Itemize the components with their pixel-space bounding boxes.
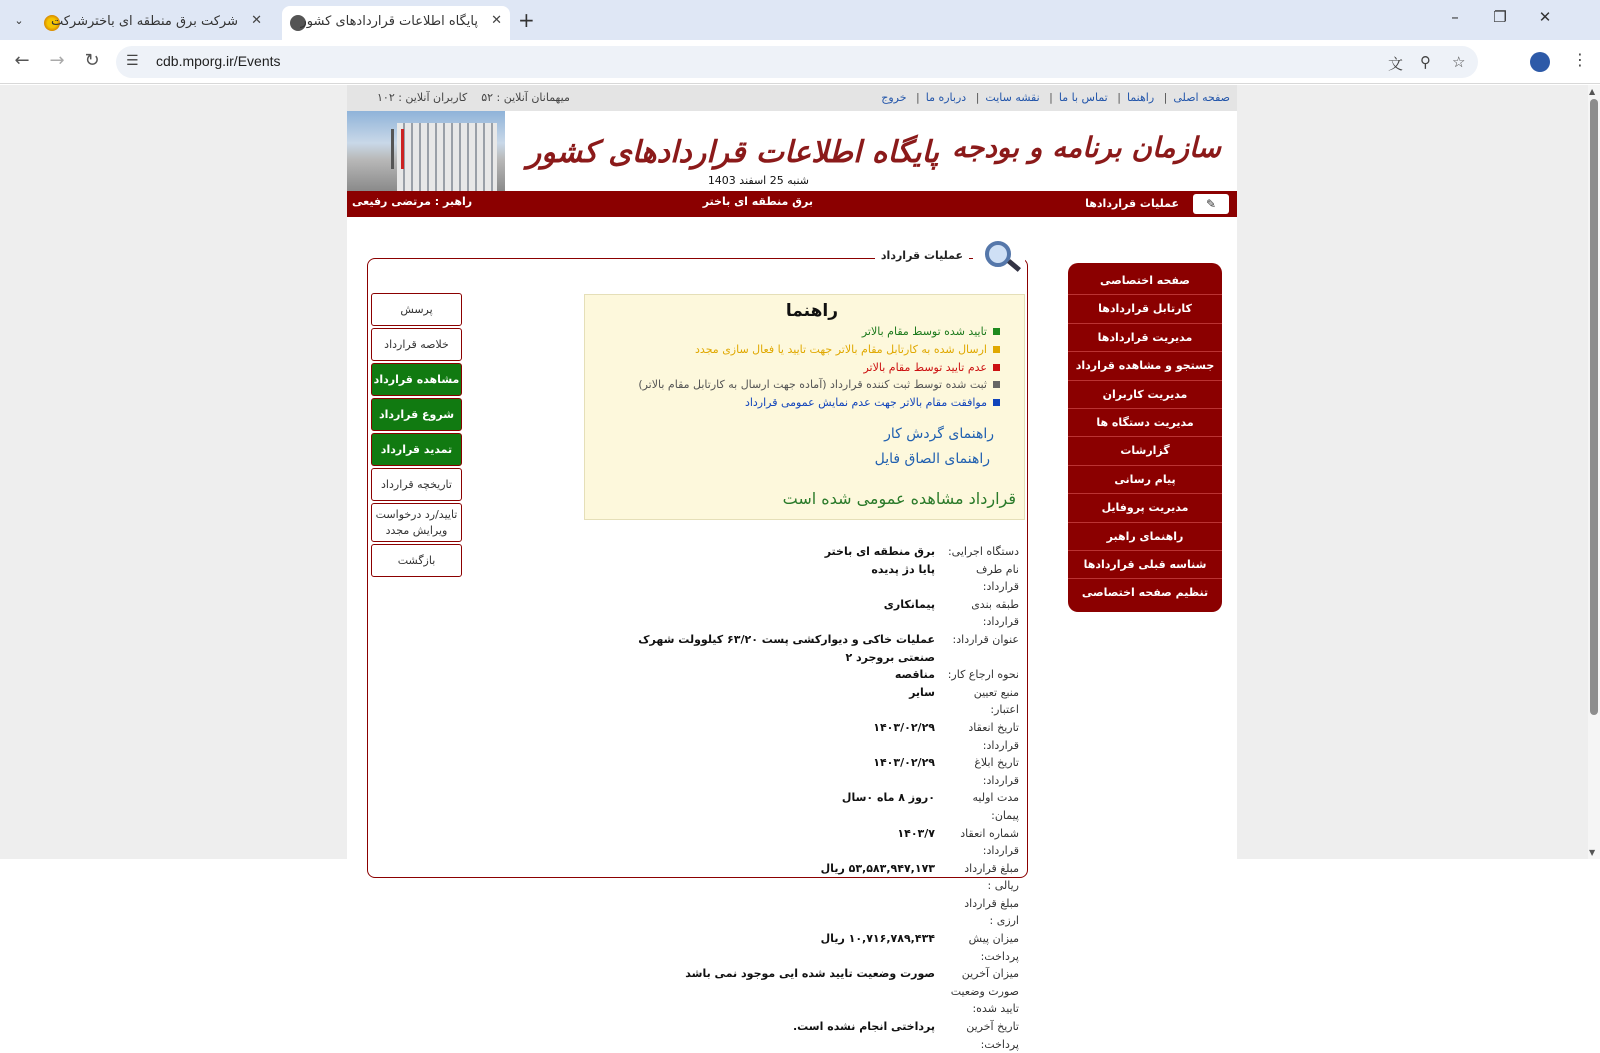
organization-name: برق منطقه ای باختر [702,195,813,208]
site-logo[interactable]: پایگاه اطلاعات قراردادهای کشور [526,135,939,170]
back-arrow-icon[interactable]: ← [14,50,30,71]
detail-label: تاریخ ابلاغ قرارداد: [974,756,1019,787]
zoom-icon[interactable]: ⚲ [1420,53,1431,71]
public-status-note: قرارداد مشاهده عمومی شده است [782,489,1016,508]
detail-row [599,825,1019,860]
legend-item [638,323,1000,341]
detail-label: مدت اولیه پیمان: [972,791,1019,822]
detail-row [599,543,1019,561]
legend-square-icon [993,346,1000,353]
guests-online: میهمانان آنلاین : ۵۲ [481,91,570,104]
contracts-ops-icon: ✎ [1193,194,1229,214]
detail-row [599,684,1019,719]
site-info-icon[interactable]: ☰ [126,53,139,69]
detail-value: ۱۰,۷۱۶,۷۸۹,۴۳۴ ریال [820,932,935,946]
detail-row [599,965,1019,1018]
close-icon[interactable]: ✕ [251,13,262,28]
detail-value: ۱۴۰۳/۷ [897,826,935,840]
detail-value: پایا دژ پدیده [871,562,935,576]
detail-value: صورت وضعیت تایید شده ایی موجود نمی باشد [685,967,935,981]
browser-tab-strip [0,0,1600,40]
detail-value: سایر [909,685,935,699]
guide-name: راهبر : مرتضی رفیعی [352,195,473,208]
detail-row [599,895,1019,930]
detail-label: دستگاه اجرایی: [947,545,1019,558]
attach-file-guide-link[interactable]: راهنمای الصاق فایل [874,451,990,467]
browser-menu-icon[interactable]: ⋮ [1572,50,1588,69]
status-bar [347,191,1237,217]
detail-value: ۱۴۰۳/۰۲/۲۹ [873,720,935,734]
detail-label: طبقه بندی قرارداد: [971,597,1019,629]
restore-icon[interactable]: ❐ [1493,8,1507,26]
magnifier-icon [973,237,1025,275]
contract-details [599,543,1019,1053]
sidebar-item-search-contract[interactable]: جستجو و مشاهده قرارداد [1068,352,1222,380]
detail-value: مناقصه [894,668,935,682]
tab-search-chevron-icon[interactable]: ⌄ [14,14,24,27]
status-legend [638,323,1000,412]
nav-link-contact[interactable]: تماس با ما [1058,91,1108,104]
tab-title: پایگاه اطلاعات قراردادهای کشور [300,14,478,29]
building-image [347,111,505,191]
legend-text: ارسال شده به کارتابل مقام بالاتر جهت تایید یا فعال سازی مجدد [695,342,987,356]
org-logo[interactable]: سازمان برنامه و بودجه [952,131,1221,164]
legend-item [638,359,1000,377]
scrollbar[interactable] [1588,85,1600,859]
scroll-up-icon[interactable]: ▲ [1589,87,1596,96]
detail-value [599,895,945,930]
sidebar-item-users[interactable]: مدیریت کاربران [1068,381,1222,409]
detail-row [599,754,1019,789]
tab-inactive[interactable] [36,6,270,40]
contract-summary-button[interactable]: خلاصه قرارداد [371,328,462,361]
detail-value: پرداختی انجام نشده است. [792,1020,935,1034]
profile-avatar-icon[interactable] [1530,52,1550,72]
detail-row [599,930,1019,965]
nav-link-sitemap[interactable]: نقشه سایت [985,91,1040,104]
legend-text: موافقت مقام بالاتر جهت عدم نمایش عمومی قرارداد [744,396,987,410]
bookmark-star-icon[interactable]: ☆ [1452,53,1466,71]
detail-label: مبلغ قرارداد ریالی : [964,861,1019,893]
workflow-guide-link[interactable]: راهنمای گردش کار [884,426,994,442]
legend-text: ثبت شده توسط ثبت کننده قرارداد (آماده جهت ارسال به کارتابل مقام بالاتر) [638,378,987,392]
legend-square-icon [993,399,1000,406]
back-button[interactable]: بازگشت [371,544,462,577]
sidebar-item-private-page[interactable]: صفحه اختصاصی [1068,267,1222,295]
detail-value: ۵۳,۵۸۳,۹۴۷,۱۷۳ ریال [820,861,935,875]
scrollbar-thumb[interactable] [1590,99,1598,715]
detail-row [599,860,1019,895]
sidebar-item-profile[interactable]: مدیریت پروفایل [1068,494,1222,522]
detail-row [599,719,1019,754]
detail-label: منبع تعیین اعتبار: [973,685,1019,717]
scroll-down-icon[interactable]: ▼ [1589,848,1596,857]
nav-link-logout[interactable]: خروج [881,91,907,104]
contract-history-button[interactable]: تاریخچه قرارداد [371,468,462,501]
detail-row [599,1018,1019,1053]
detail-label: عنوان قرارداد: [952,632,1019,646]
panel-title: عملیات قرارداد [875,249,969,262]
tab-title: شرکت برق منطقه ای باخترشرکت [50,14,238,29]
detail-label: شماره انعقاد قرارداد: [960,826,1019,858]
top-links: صفحه اصلی| راهنما| تماس با ما| نقشه سایت| درباره ما| خروج [881,91,1230,104]
help-box [584,294,1025,520]
detail-row [599,666,1019,684]
sidebar-item-devices[interactable]: مدیریت دستگاه ها [1068,409,1222,437]
current-date: شنبه 25 اسفند 1403 [707,174,809,187]
online-stats [377,91,570,104]
detail-label: میزان پیش پرداخت: [968,932,1019,963]
sidebar-menu [1068,263,1222,612]
legend-square-icon [993,381,1000,388]
reload-icon[interactable]: ↻ [84,50,100,71]
detail-label: نحوه ارجاع کار: [947,668,1019,682]
sidebar-item-guide-help[interactable]: راهنمای راهبر [1068,523,1222,551]
action-buttons [371,293,462,579]
translate-icon[interactable]: 文 [1388,55,1404,73]
detail-row [599,789,1019,824]
detail-row [599,561,1019,596]
legend-square-icon [993,364,1000,371]
detail-value: عملیات خاکی و دیوارکشی پست ۶۳/۲۰ کیلوولت شهرک صنعتی بروجرد ۲ [638,632,935,664]
legend-text: عدم تایید توسط مقام بالاتر [863,360,987,374]
approve-reject-edit-button[interactable]: تایید/رد درخواست ویرایش مجدد [371,503,462,542]
detail-value: برق منطقه ای باختر [824,545,935,558]
nav-link-about[interactable]: درباره ما [925,91,967,104]
window-close-icon[interactable]: ✕ [1538,8,1552,26]
site-banner [347,111,1237,191]
sidebar-item-contracts-management[interactable]: مدیریت قراردادها [1068,324,1222,352]
detail-label: میزان آخرین صورت وضعیت تایید شده: [950,967,1019,1016]
top-navigation [347,85,1237,111]
url-text[interactable]: cdb.mporg.ir/Events [156,53,281,69]
sidebar-item-old-ids[interactable]: شناسه قبلی قراردادها [1068,551,1222,579]
sidebar-item-page-settings[interactable]: تنظیم صفحه اختصاصی [1081,586,1209,600]
sidebar-item-messaging[interactable]: پیام رسانی [1068,466,1222,494]
tab-active[interactable] [282,6,510,40]
forward-arrow-icon[interactable]: → [49,50,65,71]
start-contract-button[interactable]: شروع قرارداد [371,398,462,431]
detail-label: نام طرف قرارداد: [976,562,1019,594]
sidebar-item-contracts-cartable[interactable]: کارتابل قراردادها [1068,295,1222,323]
users-online: کاربران آنلاین : ۱۰۲ [377,91,468,104]
help-title: راهنما [785,301,838,321]
section-title: عملیات قراردادها [1085,197,1179,210]
omnibox[interactable] [116,46,1478,78]
detail-value: پیمانکاری [883,597,935,611]
close-icon[interactable]: ✕ [491,13,502,28]
extend-contract-button[interactable]: تمدید قرارداد [371,433,462,466]
detail-value: ۱۴۰۳/۰۲/۲۹ [873,756,935,770]
detail-value: ۰روز ۸ ماه ۰سال [841,791,935,805]
site-page [347,85,1237,1051]
legend-square-icon [993,328,1000,335]
new-tab-plus-icon[interactable]: + [518,8,535,32]
question-button[interactable]: پرسش [371,293,462,326]
nav-link-help[interactable]: راهنما [1126,91,1155,104]
detail-label: تاریخ آخرین پرداخت: [966,1020,1019,1051]
contract-operations-panel [367,249,1028,1051]
legend-item [638,376,1000,394]
address-toolbar [0,40,1600,84]
nav-link-home[interactable]: صفحه اصلی [1173,91,1230,104]
detail-label: مبلغ قرارداد ارزی : [964,896,1019,928]
legend-item [638,341,1000,359]
sidebar-item-reports[interactable]: گزارشات [1068,437,1222,465]
detail-row [599,631,1019,666]
detail-row [599,596,1019,631]
view-contract-button[interactable]: مشاهده قرارداد [371,363,462,396]
legend-text: تایید شده توسط مقام بالاتر [861,325,987,338]
page-viewport [0,85,1588,1051]
minimize-icon[interactable]: – [1451,8,1459,26]
legend-item [638,394,1000,412]
detail-label: تاریخ انعقاد قرارداد: [968,720,1019,752]
